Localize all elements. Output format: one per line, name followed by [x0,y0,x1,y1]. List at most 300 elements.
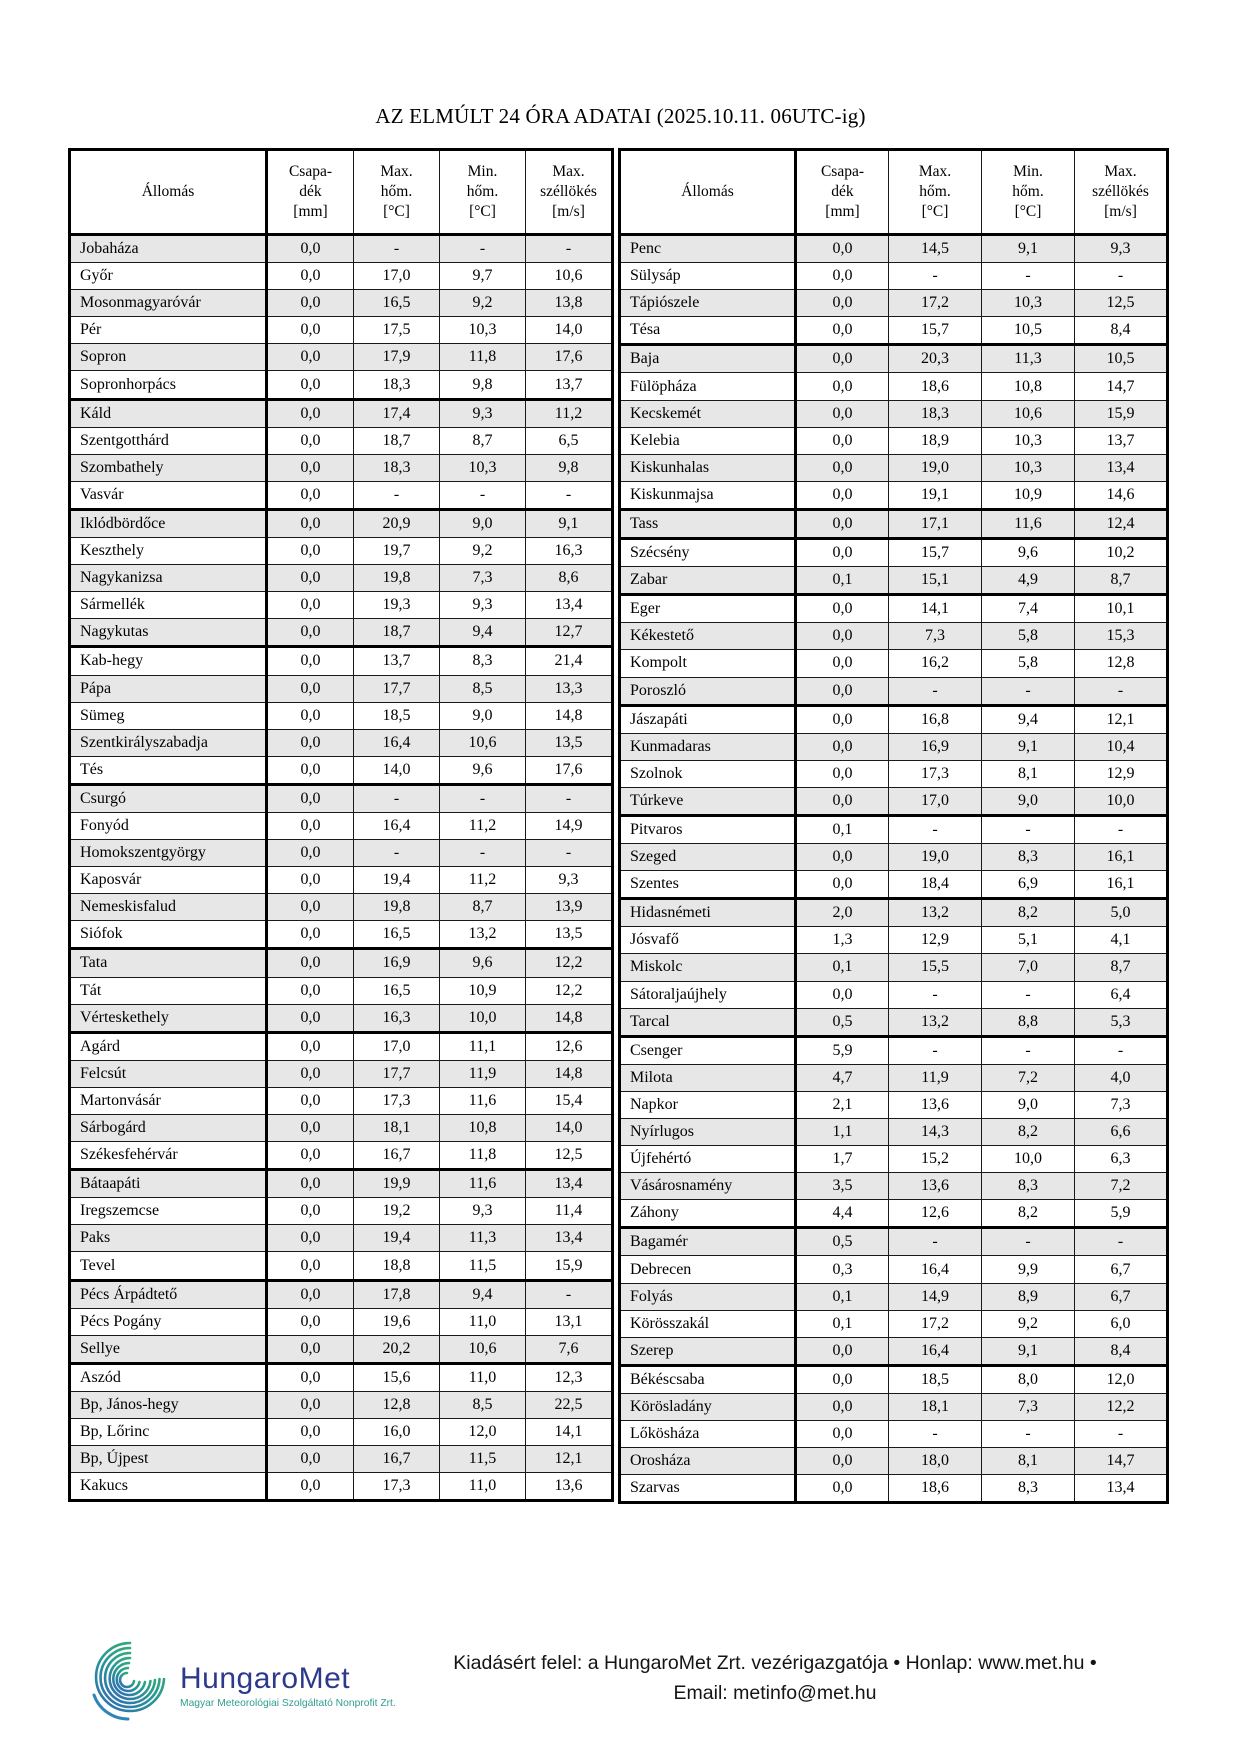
value-cell: 0,0 [796,1337,889,1365]
value-cell: 9,3 [440,592,526,619]
page-title: AZ ELMÚLT 24 ÓRA ADATAI (2025.10.11. 06UTC-ig) [375,104,866,128]
value-cell: 10,3 [440,454,526,481]
value-cell: 10,9 [440,977,526,1004]
value-cell: 11,0 [440,1363,526,1391]
value-cell: 9,2 [982,1310,1075,1337]
value-cell: 16,5 [354,921,440,949]
value-cell: - [889,1228,982,1256]
station-cell: Békéscsaba [620,1365,796,1393]
col-header-line: széllökés [540,183,597,201]
station-cell: Vásárosnamény [620,1173,796,1200]
col-header-line: Max. [380,163,413,181]
value-cell: 9,3 [440,399,526,427]
value-cell: 0,0 [267,399,354,427]
value-cell: 11,0 [440,1473,526,1501]
value-cell: 0,3 [796,1256,889,1283]
table-row [70,647,613,675]
value-cell: 11,5 [440,1446,526,1473]
value-cell: 0,0 [267,894,354,921]
value-cell: 8,3 [982,1173,1075,1200]
table-row [620,844,1168,871]
station-cell: Keszthely [70,538,267,565]
table-row [620,899,1168,927]
value-cell: 9,3 [1075,235,1168,263]
table-row [70,1252,613,1280]
value-cell: 0,0 [267,1473,354,1501]
value-cell: 16,4 [889,1337,982,1365]
value-cell: 12,1 [1075,705,1168,733]
value-cell: 18,1 [889,1393,982,1420]
col-header-line: [m/s] [1104,202,1137,220]
station-cell: Kiskunmajsa [620,481,796,509]
value-cell: 0,0 [267,344,354,371]
value-cell: 7,3 [982,1393,1075,1420]
value-cell: 10,9 [982,481,1075,509]
value-cell: 5,9 [796,1036,889,1064]
value-cell: 10,8 [440,1115,526,1142]
value-cell: - [1075,1036,1168,1064]
station-cell: Kompolt [620,650,796,677]
value-cell: 17,3 [354,1473,440,1501]
value-cell: 11,3 [440,1225,526,1252]
station-cell: Folyás [620,1283,796,1310]
table-row [620,1283,1168,1310]
value-cell: 16,4 [889,1256,982,1283]
value-cell: 6,4 [1075,981,1168,1008]
value-cell: - [889,1036,982,1064]
value-cell: 12,5 [1075,290,1168,317]
imprint-line-1: Kiadásért felel: a HungaroMet Zrt. vezérigazgatója • Honlap: www.met.hu • [453,1652,1097,1674]
value-cell: 17,7 [354,675,440,702]
value-cell: 19,2 [354,1198,440,1225]
value-cell: 17,2 [889,1310,982,1337]
value-cell: 0,0 [267,1335,354,1363]
table-row [620,954,1168,981]
col-header-line: Csapa- [820,163,865,181]
logo-subtitle-text: Magyar Meteorológiai Szolgáltató Nonprofit Zrt. [180,1697,396,1709]
value-cell: 17,3 [354,1087,440,1114]
value-cell: - [440,481,526,509]
value-cell: - [889,263,982,290]
value-cell: 8,2 [982,1200,1075,1228]
value-cell: 4,7 [796,1064,889,1091]
station-cell: Pápa [70,675,267,702]
value-cell: 11,2 [440,812,526,839]
table-row [70,344,613,371]
col-header-station [70,150,267,235]
value-cell: 16,7 [354,1142,440,1170]
table-row [620,263,1168,290]
station-cell: Kab-hegy [70,647,267,675]
value-cell: 17,7 [354,1060,440,1087]
table-row [620,623,1168,650]
table-row [70,317,613,344]
value-cell: 9,0 [440,702,526,729]
station-cell: Nyírlugos [620,1119,796,1146]
value-cell: 14,1 [526,1419,613,1446]
value-cell: 6,7 [1075,1256,1168,1283]
value-cell: 20,9 [354,509,440,537]
value-cell: 19,6 [354,1308,440,1335]
value-cell: 10,2 [1075,539,1168,567]
station-cell: Sülysáp [620,263,796,290]
value-cell: 0,0 [796,481,889,509]
station-cell: Tésa [620,317,796,345]
value-cell: 15,5 [889,954,982,981]
station-cell: Kecskemét [620,400,796,427]
station-cell: Körösszakál [620,1310,796,1337]
station-cell: Napkor [620,1091,796,1118]
value-cell: 13,5 [526,921,613,949]
value-cell: 0,0 [796,373,889,400]
value-cell: 10,6 [440,729,526,756]
value-cell: 13,7 [526,371,613,399]
value-cell: 20,3 [889,345,982,373]
value-cell: 8,5 [440,1391,526,1418]
value-cell: 16,9 [354,949,440,977]
table-row [620,454,1168,481]
station-cell: Penc [620,235,796,263]
value-cell: 15,9 [1075,400,1168,427]
table-row [620,1008,1168,1036]
col-header [267,150,354,235]
value-cell: 8,4 [1075,1337,1168,1365]
table-row [620,1310,1168,1337]
value-cell: 12,5 [526,1142,613,1170]
value-cell: 4,0 [1075,1064,1168,1091]
table-row [620,1337,1168,1365]
value-cell: 17,8 [354,1280,440,1308]
table-row [620,1393,1168,1420]
table-row [70,1280,613,1308]
value-cell: 17,0 [354,1032,440,1060]
value-cell: 18,1 [354,1115,440,1142]
value-cell: 10,6 [982,400,1075,427]
value-cell: 0,0 [796,623,889,650]
value-cell: 9,1 [982,1337,1075,1365]
value-cell: 5,1 [982,927,1075,954]
value-cell: 0,0 [267,1363,354,1391]
table-row [70,894,613,921]
value-cell: 8,4 [1075,317,1168,345]
col-header [526,150,613,235]
table-row [620,705,1168,733]
value-cell: 0,0 [796,290,889,317]
value-cell: 11,6 [982,509,1075,538]
value-cell: 0,0 [267,1225,354,1252]
table-row [70,1391,613,1418]
table-row [70,1198,613,1225]
table-row [70,263,613,290]
value-cell: - [1075,815,1168,843]
value-cell: 0,0 [796,454,889,481]
value-cell: 9,6 [982,539,1075,567]
value-cell: 12,8 [354,1391,440,1418]
value-cell: - [889,981,982,1008]
value-cell: 11,9 [440,1060,526,1087]
value-cell: 17,0 [354,263,440,290]
value-cell: - [982,1421,1075,1448]
value-cell: 15,2 [889,1146,982,1173]
table-row [620,815,1168,843]
value-cell: 0,0 [267,1115,354,1142]
value-cell: 10,6 [440,1335,526,1363]
value-cell: 0,0 [267,290,354,317]
station-cell: Pécs Pogány [70,1308,267,1335]
value-cell: 11,6 [440,1170,526,1198]
station-cell: Martonvásár [70,1087,267,1114]
imprint [310,1648,1240,1708]
station-cell: Poroszló [620,677,796,705]
value-cell: 16,2 [889,650,982,677]
value-cell: 0,0 [267,235,354,263]
value-cell: 7,3 [440,565,526,592]
value-cell: 0,0 [267,647,354,675]
col-header-line: [°C] [1014,202,1042,220]
station-cell: Túrkeve [620,787,796,815]
value-cell: 0,0 [267,949,354,977]
station-cell: Agárd [70,1032,267,1060]
value-cell: - [982,677,1075,705]
value-cell: 18,3 [354,454,440,481]
value-cell: 18,0 [889,1448,982,1475]
value-cell: 0,0 [796,1475,889,1503]
value-cell: 0,0 [796,1393,889,1420]
table-row [620,400,1168,427]
table-row [70,1032,613,1060]
value-cell: 19,1 [889,481,982,509]
value-cell: 14,0 [526,317,613,344]
station-cell: Bp, Lőrinc [70,1419,267,1446]
value-cell: 14,1 [889,595,982,623]
value-cell: 0,5 [796,1228,889,1256]
station-cell: Bagamér [620,1228,796,1256]
table-row [620,481,1168,509]
value-cell: 0,0 [796,760,889,787]
value-cell: 4,4 [796,1200,889,1228]
value-cell: 14,7 [1075,1448,1168,1475]
value-cell: 13,3 [526,675,613,702]
table-row [620,427,1168,454]
col-header-line: Csapa- [288,163,333,181]
value-cell: 8,8 [982,1008,1075,1036]
value-cell: 11,8 [440,1142,526,1170]
col-header-station [620,150,796,235]
table-row [70,1170,613,1198]
value-cell: 0,0 [267,481,354,509]
value-cell: 16,7 [354,1446,440,1473]
value-cell: 12,2 [526,977,613,1004]
value-cell: - [982,1036,1075,1064]
station-cell: Pitvaros [620,815,796,843]
value-cell: 0,0 [267,1391,354,1418]
station-cell: Siófok [70,921,267,949]
value-cell: 16,0 [354,1419,440,1446]
value-cell: 0,0 [796,733,889,760]
station-cell: Tát [70,977,267,1004]
value-cell: 5,9 [1075,1200,1168,1228]
station-cell: Káld [70,399,267,427]
value-cell: 10,0 [982,1146,1075,1173]
station-cell: Szentes [620,871,796,899]
value-cell: 7,2 [1075,1173,1168,1200]
value-cell: 15,1 [889,567,982,595]
value-cell: 9,0 [982,1091,1075,1118]
value-cell: 11,8 [440,344,526,371]
value-cell: - [354,481,440,509]
value-cell: 3,5 [796,1173,889,1200]
table-row [620,760,1168,787]
table-row [620,1200,1168,1228]
table-row [70,1308,613,1335]
table-row [620,1365,1168,1393]
value-cell: 13,4 [526,592,613,619]
value-cell: 21,4 [526,647,613,675]
value-cell: 0,0 [267,1198,354,1225]
col-header-line: hőm. [466,183,499,201]
table-row [70,1004,613,1032]
value-cell: 8,3 [982,844,1075,871]
station-cell: Tápiószele [620,290,796,317]
table-row [620,1173,1168,1200]
value-cell: - [440,784,526,812]
value-cell: - [526,840,613,867]
value-cell: 5,8 [982,650,1075,677]
value-cell: 13,8 [526,290,613,317]
value-cell: - [982,981,1075,1008]
station-cell: Milota [620,1064,796,1091]
value-cell: - [1075,1421,1168,1448]
station-cell: Nagykutas [70,619,267,647]
logo-brand-text: HungaroMet [180,1661,351,1695]
table-row [70,977,613,1004]
value-cell: 9,8 [526,454,613,481]
value-cell: 6,3 [1075,1146,1168,1173]
value-cell: 18,7 [354,427,440,454]
value-cell: 11,5 [440,1252,526,1280]
value-cell: 15,7 [889,317,982,345]
col-header-line: Min. [467,163,498,181]
station-cell: Kaposvár [70,867,267,894]
value-cell: 16,4 [354,729,440,756]
value-cell: 19,7 [354,538,440,565]
col-header [982,150,1075,235]
value-cell: 17,9 [354,344,440,371]
value-cell: 13,1 [526,1308,613,1335]
table-row [620,1475,1168,1503]
value-cell: 14,9 [526,812,613,839]
value-cell: 17,1 [889,509,982,538]
station-cell: Sellye [70,1335,267,1363]
station-cell: Szeged [620,844,796,871]
value-cell: 15,7 [889,539,982,567]
value-cell: 14,7 [1075,373,1168,400]
value-cell: - [889,815,982,843]
table-row [620,787,1168,815]
value-cell: 6,9 [982,871,1075,899]
value-cell: - [1075,263,1168,290]
table-row [70,1087,613,1114]
value-cell: 10,4 [1075,733,1168,760]
table-row [70,702,613,729]
station-cell: Sátoraljaújhely [620,981,796,1008]
value-cell: 0,0 [267,756,354,784]
station-cell: Jobaháza [70,235,267,263]
value-cell: 9,4 [440,1280,526,1308]
value-cell: 9,4 [440,619,526,647]
value-cell: - [982,1228,1075,1256]
table-header-right [620,150,1168,235]
table-row [70,538,613,565]
value-cell: 9,2 [440,290,526,317]
value-cell: 19,0 [889,844,982,871]
station-cell: Kunmadaras [620,733,796,760]
value-cell: 0,0 [796,787,889,815]
value-cell: 18,5 [889,1365,982,1393]
col-header-line: Max. [1104,163,1137,181]
value-cell: 14,9 [889,1283,982,1310]
value-cell: 16,1 [1075,871,1168,899]
station-cell: Debrecen [620,1256,796,1283]
col-header-line: Min. [1013,163,1043,181]
value-cell: 13,6 [889,1091,982,1118]
col-header-line: [°C] [383,202,410,220]
station-cell: Szentkirályszabadja [70,729,267,756]
header-row [620,150,1168,235]
station-cell: Tarcal [620,1008,796,1036]
value-cell: 9,1 [982,235,1075,263]
value-cell: 0,0 [267,565,354,592]
value-cell: 8,7 [440,894,526,921]
value-cell: 0,0 [267,427,354,454]
station-cell: Szécsény [620,539,796,567]
value-cell: 0,0 [267,1308,354,1335]
value-cell: 11,2 [440,867,526,894]
value-cell: 0,0 [796,539,889,567]
value-cell: 10,3 [982,454,1075,481]
value-cell: 4,9 [982,567,1075,595]
col-header-line: széllökés [1092,183,1149,201]
value-cell: 8,1 [982,1448,1075,1475]
value-cell: 13,6 [889,1173,982,1200]
value-cell: 5,0 [1075,899,1168,927]
value-cell: 11,2 [526,399,613,427]
value-cell: 19,3 [354,592,440,619]
station-cell: Tata [70,949,267,977]
value-cell: 0,0 [796,1365,889,1393]
value-cell: 17,6 [526,344,613,371]
value-cell: 12,0 [440,1419,526,1446]
table-row [70,290,613,317]
station-cell: Sopronhorpács [70,371,267,399]
value-cell: 0,0 [267,454,354,481]
value-cell: - [440,840,526,867]
value-cell: 13,4 [526,1225,613,1252]
value-cell: 9,8 [440,371,526,399]
table-row [70,592,613,619]
station-cell: Kékestető [620,623,796,650]
value-cell: 17,3 [889,760,982,787]
station-cell: Bp, János-hegy [70,1391,267,1418]
station-cell: Kiskunhalas [620,454,796,481]
col-header [354,150,440,235]
value-cell: 16,3 [354,1004,440,1032]
value-cell: 12,6 [889,1200,982,1228]
col-header-line: hőm. [380,183,413,201]
value-cell: 16,9 [889,733,982,760]
value-cell: 18,3 [889,400,982,427]
value-cell: 0,0 [796,427,889,454]
